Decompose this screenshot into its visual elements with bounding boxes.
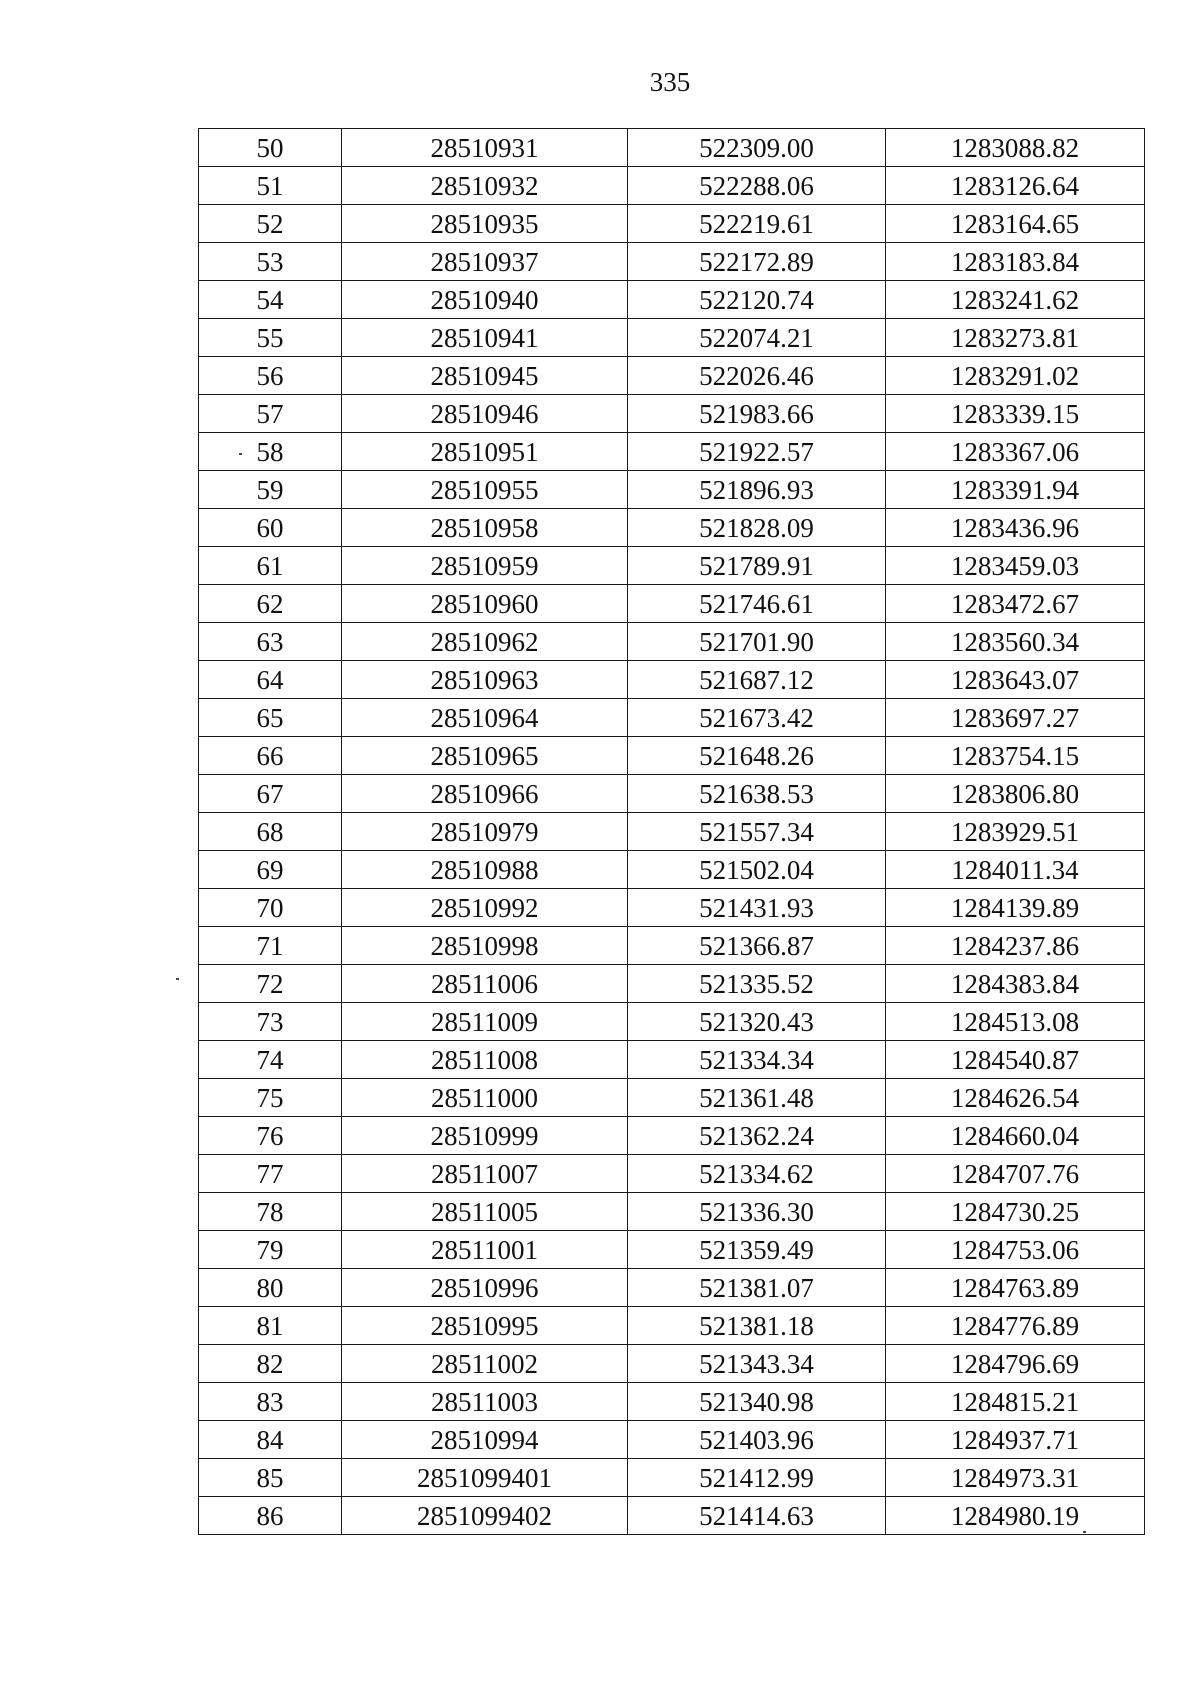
easting-cell: 521336.30 [628,1193,886,1231]
table-body [199,129,1145,1535]
table-row [199,813,1145,851]
scan-speck [176,978,179,980]
row-number-cell: 73 [199,1003,342,1041]
point-id-cell: 28511002 [342,1345,628,1383]
table-row [199,775,1145,813]
table-row [199,1231,1145,1269]
table-row [199,319,1145,357]
point-id-cell: 28511000 [342,1079,628,1117]
row-number-cell: 62 [199,585,342,623]
northing-cell: 1283291.02 [886,357,1145,395]
easting-cell: 521362.24 [628,1117,886,1155]
row-number-cell: 83 [199,1383,342,1421]
point-id-cell: 28510964 [342,699,628,737]
easting-cell: 521340.98 [628,1383,886,1421]
northing-cell: 1283929.51 [886,813,1145,851]
northing-cell: 1284937.71 [886,1421,1145,1459]
northing-cell: 1283088.82 [886,129,1145,167]
easting-cell: 521431.93 [628,889,886,927]
northing-cell: 1284513.08 [886,1003,1145,1041]
northing-cell: 1283164.65 [886,205,1145,243]
northing-cell: 1284540.87 [886,1041,1145,1079]
easting-cell: 521334.34 [628,1041,886,1079]
northing-cell: 1283339.15 [886,395,1145,433]
row-number-cell: 67 [199,775,342,813]
table-row [199,471,1145,509]
point-id-cell: 28510979 [342,813,628,851]
northing-cell: 1284763.89 [886,1269,1145,1307]
easting-cell: 521673.42 [628,699,886,737]
northing-cell: 1283273.81 [886,319,1145,357]
point-id-cell: 28510966 [342,775,628,813]
northing-cell: 1283643.07 [886,661,1145,699]
point-id-cell: 28510931 [342,129,628,167]
table-row [199,243,1145,281]
table-row [199,1003,1145,1041]
easting-cell: 521922.57 [628,433,886,471]
table-row [199,965,1145,1003]
row-number-cell: 55 [199,319,342,357]
table-row [199,851,1145,889]
easting-cell: 521414.63 [628,1497,886,1535]
easting-cell: 521361.48 [628,1079,886,1117]
table-row [199,433,1145,471]
point-id-cell: 28510935 [342,205,628,243]
row-number-cell: 63 [199,623,342,661]
point-id-cell: 28511003 [342,1383,628,1421]
table-row [199,1345,1145,1383]
scan-speck [1083,1531,1086,1533]
easting-cell: 521366.87 [628,927,886,965]
row-number-cell: 78 [199,1193,342,1231]
easting-cell: 522219.61 [628,205,886,243]
point-id-cell: 28510932 [342,167,628,205]
point-id-cell: 2851099402 [342,1497,628,1535]
row-number-cell: 84 [199,1421,342,1459]
point-id-cell: 28510992 [342,889,628,927]
northing-cell: 1283241.62 [886,281,1145,319]
table-row [199,1383,1145,1421]
northing-cell: 1283183.84 [886,243,1145,281]
table-row [199,585,1145,623]
table-row [199,281,1145,319]
point-id-cell: 28510988 [342,851,628,889]
row-number-cell: 86 [199,1497,342,1535]
row-number-cell: 52 [199,205,342,243]
row-number-cell: 70 [199,889,342,927]
easting-cell: 522288.06 [628,167,886,205]
northing-cell: 1283560.34 [886,623,1145,661]
northing-cell: 1284707.76 [886,1155,1145,1193]
table-row [199,1269,1145,1307]
table-row [199,1459,1145,1497]
point-id-cell: 28510962 [342,623,628,661]
row-number-cell: 58 [199,433,342,471]
table-row [199,1155,1145,1193]
table-row [199,1307,1145,1345]
easting-cell: 522026.46 [628,357,886,395]
easting-cell: 521381.18 [628,1307,886,1345]
row-number-cell: 74 [199,1041,342,1079]
row-number-cell: 71 [199,927,342,965]
point-id-cell: 28510941 [342,319,628,357]
row-number-cell: 51 [199,167,342,205]
easting-cell: 522172.89 [628,243,886,281]
row-number-cell: 50 [199,129,342,167]
easting-cell: 521828.09 [628,509,886,547]
point-id-cell: 28510946 [342,395,628,433]
northing-cell: 1284139.89 [886,889,1145,927]
easting-cell: 521638.53 [628,775,886,813]
point-id-cell: 28510994 [342,1421,628,1459]
point-id-cell: 28510995 [342,1307,628,1345]
point-id-cell: 28510945 [342,357,628,395]
table-row [199,167,1145,205]
point-id-cell: 28510996 [342,1269,628,1307]
northing-cell: 1284980.19 [886,1497,1145,1535]
table-row [199,927,1145,965]
row-number-cell: 79 [199,1231,342,1269]
row-number-cell: 76 [199,1117,342,1155]
table-row [199,1497,1145,1535]
row-number-cell: 66 [199,737,342,775]
point-id-cell: 28510940 [342,281,628,319]
coordinates-table [198,128,1145,1535]
northing-cell: 1284815.21 [886,1383,1145,1421]
easting-cell: 521335.52 [628,965,886,1003]
table-row [199,699,1145,737]
easting-cell: 521412.99 [628,1459,886,1497]
easting-cell: 522074.21 [628,319,886,357]
row-number-cell: 81 [199,1307,342,1345]
point-id-cell: 28511009 [342,1003,628,1041]
easting-cell: 521359.49 [628,1231,886,1269]
row-number-cell: 85 [199,1459,342,1497]
easting-cell: 521343.34 [628,1345,886,1383]
easting-cell: 521502.04 [628,851,886,889]
point-id-cell: 28511008 [342,1041,628,1079]
northing-cell: 1284383.84 [886,965,1145,1003]
northing-cell: 1284660.04 [886,1117,1145,1155]
easting-cell: 521334.62 [628,1155,886,1193]
northing-cell: 1283436.96 [886,509,1145,547]
table-row [199,357,1145,395]
easting-cell: 522120.74 [628,281,886,319]
point-id-cell: 28510965 [342,737,628,775]
row-number-cell: 69 [199,851,342,889]
point-id-cell: 2851099401 [342,1459,628,1497]
scan-speck [239,453,242,455]
point-id-cell: 28510955 [342,471,628,509]
northing-cell: 1284753.06 [886,1231,1145,1269]
northing-cell: 1283367.06 [886,433,1145,471]
row-number-cell: 60 [199,509,342,547]
row-number-cell: 77 [199,1155,342,1193]
northing-cell: 1283391.94 [886,471,1145,509]
point-id-cell: 28511007 [342,1155,628,1193]
easting-cell: 521983.66 [628,395,886,433]
point-id-cell: 28510959 [342,547,628,585]
table-row [199,737,1145,775]
row-number-cell: 56 [199,357,342,395]
row-number-cell: 59 [199,471,342,509]
northing-cell: 1284796.69 [886,1345,1145,1383]
table-row [199,1041,1145,1079]
northing-cell: 1283126.64 [886,167,1145,205]
row-number-cell: 65 [199,699,342,737]
northing-cell: 1283697.27 [886,699,1145,737]
easting-cell: 521648.26 [628,737,886,775]
table-row [199,1079,1145,1117]
table-row [199,129,1145,167]
easting-cell: 521557.34 [628,813,886,851]
row-number-cell: 82 [199,1345,342,1383]
northing-cell: 1284237.86 [886,927,1145,965]
row-number-cell: 68 [199,813,342,851]
table-row [199,1117,1145,1155]
easting-cell: 521789.91 [628,547,886,585]
point-id-cell: 28511005 [342,1193,628,1231]
northing-cell: 1284011.34 [886,851,1145,889]
easting-cell: 521896.93 [628,471,886,509]
point-id-cell: 28510963 [342,661,628,699]
easting-cell: 521687.12 [628,661,886,699]
point-id-cell: 28511001 [342,1231,628,1269]
northing-cell: 1283806.80 [886,775,1145,813]
point-id-cell: 28510951 [342,433,628,471]
northing-cell: 1283754.15 [886,737,1145,775]
easting-cell: 522309.00 [628,129,886,167]
northing-cell: 1284626.54 [886,1079,1145,1117]
point-id-cell: 28510958 [342,509,628,547]
point-id-cell: 28511006 [342,965,628,1003]
row-number-cell: 61 [199,547,342,585]
point-id-cell: 28510998 [342,927,628,965]
table-row [199,205,1145,243]
northing-cell: 1284776.89 [886,1307,1145,1345]
point-id-cell: 28510937 [342,243,628,281]
table-row [199,509,1145,547]
northing-cell: 1283472.67 [886,585,1145,623]
easting-cell: 521403.96 [628,1421,886,1459]
northing-cell: 1284730.25 [886,1193,1145,1231]
page-number: 335 [649,67,691,97]
easting-cell: 521746.61 [628,585,886,623]
table-row [199,889,1145,927]
northing-cell: 1283459.03 [886,547,1145,585]
row-number-cell: 64 [199,661,342,699]
row-number-cell: 57 [199,395,342,433]
easting-cell: 521701.90 [628,623,886,661]
easting-cell: 521381.07 [628,1269,886,1307]
point-id-cell: 28510960 [342,585,628,623]
table-row [199,395,1145,433]
northing-cell: 1284973.31 [886,1459,1145,1497]
table-row [199,661,1145,699]
row-number-cell: 72 [199,965,342,1003]
row-number-cell: 75 [199,1079,342,1117]
row-number-cell: 53 [199,243,342,281]
table-row [199,623,1145,661]
point-id-cell: 28510999 [342,1117,628,1155]
table-row [199,1193,1145,1231]
row-number-cell: 54 [199,281,342,319]
easting-cell: 521320.43 [628,1003,886,1041]
row-number-cell: 80 [199,1269,342,1307]
table-row [199,547,1145,585]
table-row [199,1421,1145,1459]
